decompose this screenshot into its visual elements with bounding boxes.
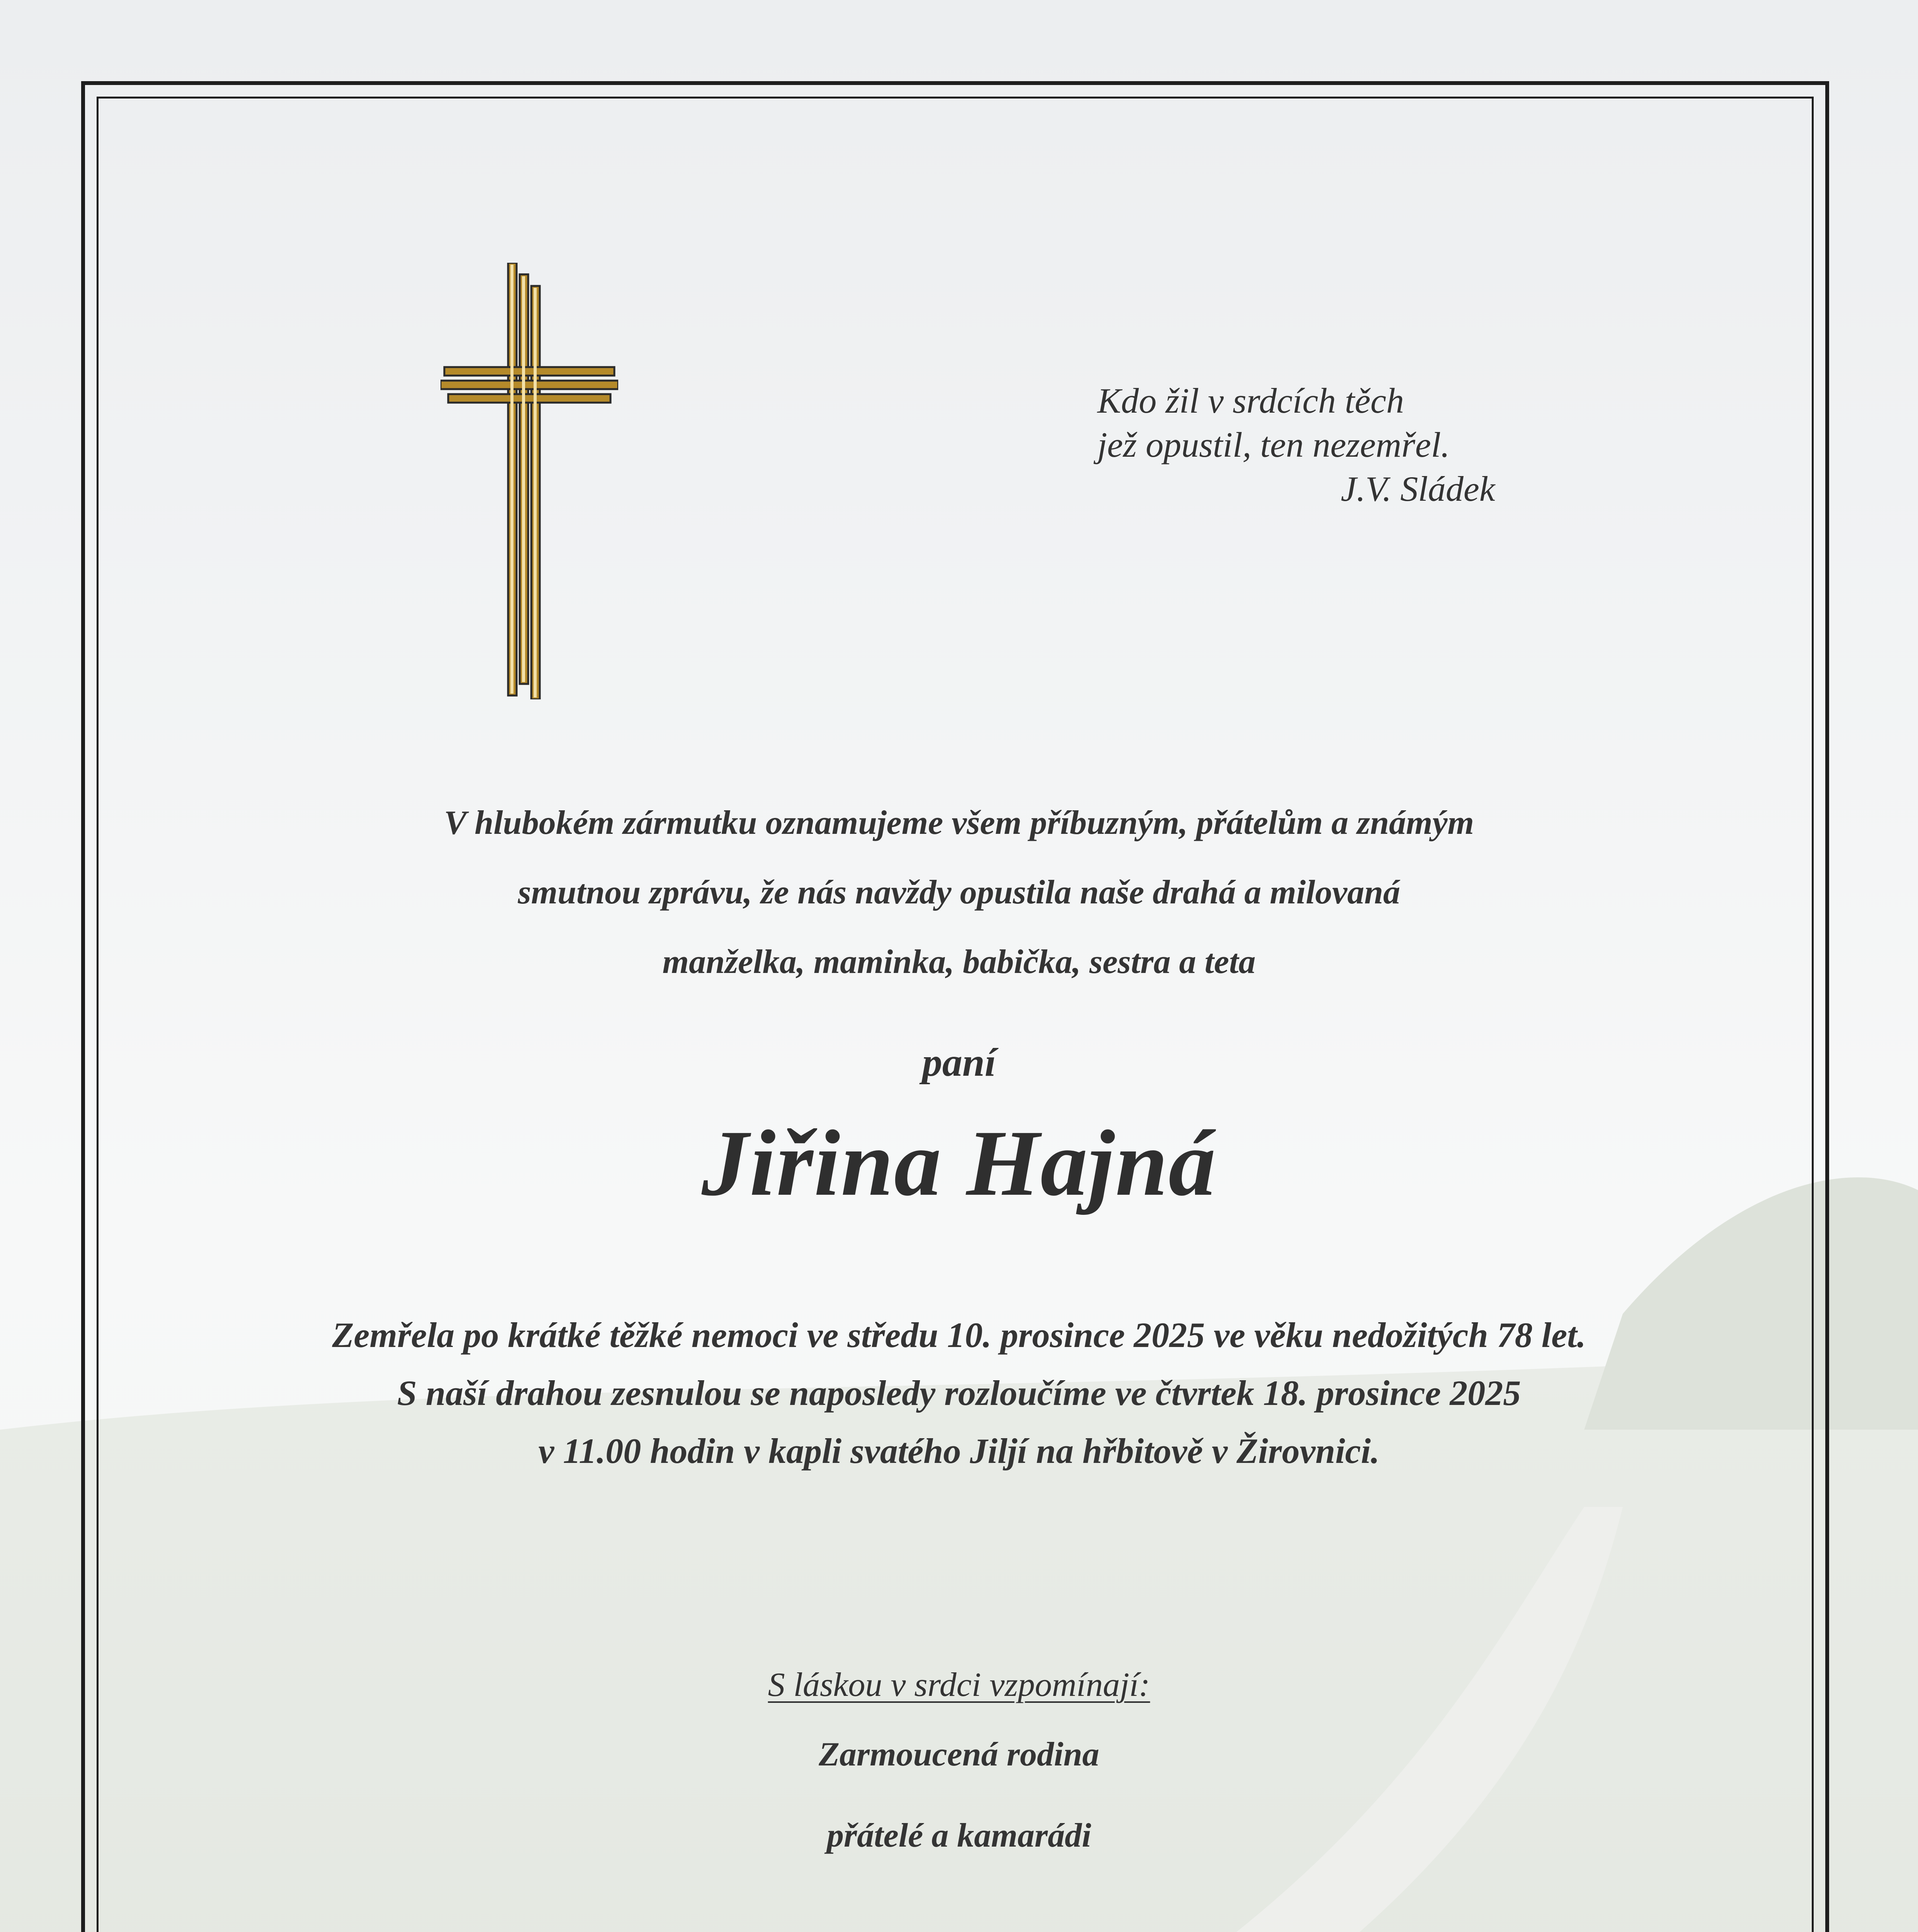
cross-icon [440, 263, 618, 699]
honorific: paní [922, 1040, 996, 1085]
deceased-name: Jiřina Hajná [701, 1111, 1217, 1215]
announcement-line-2: smutnou zprávu, že nás navždy opustila naše drahá a milovaná [518, 874, 1400, 911]
announcement-line-3: manželka, maminka, babička, sestra a teta [662, 943, 1256, 981]
mourner-friends: přátelé a kamarádi [826, 1817, 1092, 1854]
inner-border [97, 97, 1814, 1932]
quote-block [1097, 379, 1600, 511]
quote-line-1: Kdo žil v srdcích těch [1097, 381, 1404, 420]
details-line-3: v 11.00 hodin v kapli svatého Jiljí na hřbitově v Žirovnici. [538, 1431, 1380, 1471]
details-line-2: S naší drahou zesnulou se naposledy rozloučíme ve čtvrtek 18. prosince 2025 [397, 1373, 1521, 1413]
announcement-line-1: V hlubokém zármutku oznamujeme všem příbuzným, přátelům a známým [444, 804, 1474, 842]
remembrance-title-text: S láskou v srdci vzpomínají: [768, 1666, 1150, 1704]
mourner-family: Zarmoucená rodina [818, 1736, 1100, 1773]
announcement [193, 788, 1725, 997]
remembrance-title [193, 1665, 1725, 1704]
quote-line-2: jež opustil, ten nezemřel. [1097, 425, 1450, 464]
funeral-details [193, 1306, 1725, 1480]
details-line-1: Zemřela po krátké těžké nemoci ve středu 10. prosince 2025 ve věku nedožitých 78 let. [332, 1315, 1586, 1355]
quote-author: J.V. Sládek [1341, 469, 1495, 509]
